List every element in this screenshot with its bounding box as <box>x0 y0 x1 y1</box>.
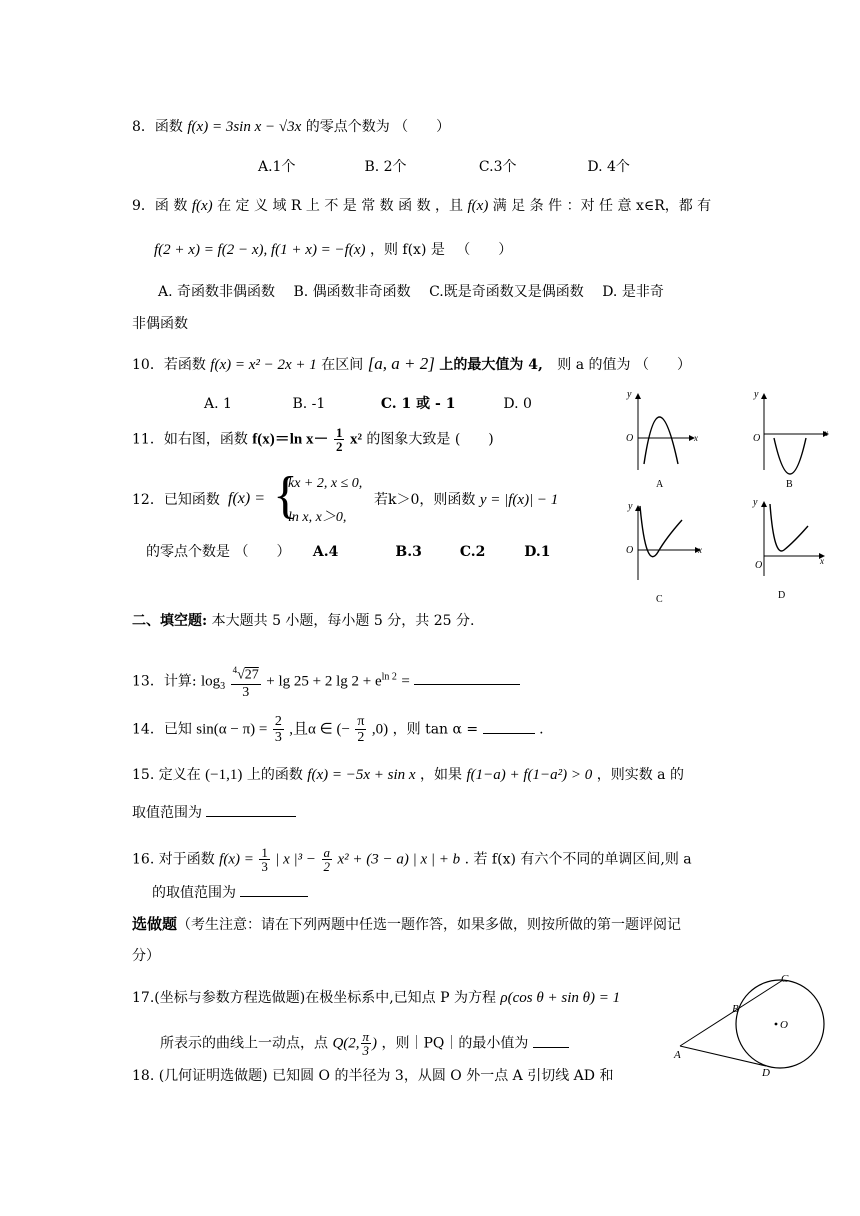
graph-a-x-label: x <box>694 433 698 443</box>
q15-text-c: ，如果 <box>420 767 462 783</box>
q17-pi-fraction: $\frac{\pi}{3}$ <box>362 1029 370 1058</box>
question-9-line1: 9．函 数 f(x) 在 定 义 域 R 上 不 是 常 数 函 数 ，且 f(x) 满 足 条 件 ：对 任 意 x∈R，都 有 <box>132 198 712 214</box>
q15-text-d: ，则实数 a 的 <box>596 767 684 783</box>
q8-option-b: B. 2个 <box>364 159 407 175</box>
q12-cond: 若k＞0，则函数 <box>374 492 476 508</box>
question-16-line2 <box>152 882 308 903</box>
q16-answer-blank[interactable] <box>240 882 308 897</box>
q13-rest: + lg 25 + 2 lg 2 + e <box>266 673 382 690</box>
q8-option-c: C.3个 <box>478 159 517 175</box>
question-9-line2 <box>154 240 512 260</box>
q10-interval: [a, a + 2] <box>367 354 435 373</box>
center-point <box>775 1023 778 1026</box>
q12-stem: 12．已知函数 <box>132 492 220 508</box>
elective-note-wrap: 分） <box>132 948 160 964</box>
tangent-line-ad <box>680 1046 766 1066</box>
q8-option-a: A.1个 <box>258 159 296 175</box>
q12-option-a: A.4 <box>312 544 339 560</box>
q9-tail: ，则 f(x) 是 （ ） <box>369 242 513 258</box>
question-13 <box>132 662 520 701</box>
q10-options <box>204 394 532 414</box>
question-15-line2 <box>132 802 296 823</box>
q12-option-b: B.3 <box>395 544 422 560</box>
graph-d-origin: O <box>755 560 763 571</box>
q8-options <box>258 157 630 177</box>
question-15-line1 <box>132 765 684 785</box>
label-o: O <box>780 1019 788 1031</box>
question-10 <box>132 354 691 375</box>
graph-b <box>753 389 828 490</box>
graph-b-x-label: x <box>824 428 828 438</box>
q13-log: log <box>200 673 221 690</box>
q14-end: . <box>539 721 544 738</box>
graph-c-x-label: x <box>698 545 702 555</box>
section-2-desc: 本大题共 5 小题，每小题 5 分，共 25 分. <box>211 613 475 629</box>
q16-frac2: $\frac{a}{2}$ <box>323 845 330 874</box>
question-11 <box>132 426 494 453</box>
graph-b-label: B <box>786 479 793 490</box>
q15-text-b: 上的函数 <box>246 767 303 783</box>
q9-number: 9．函 数 <box>132 198 188 214</box>
q12-option-d: D.1 <box>524 544 551 560</box>
q14-tail: ，则 tan α = <box>392 721 479 738</box>
q16-frac1: $\frac{1}{3}$ <box>261 845 268 874</box>
q10-mid: 在区间 <box>321 357 364 373</box>
q11-tail: 的图象大致是 ( ) <box>366 431 494 448</box>
graph-d-x-label: x <box>820 556 824 566</box>
q9-condition: f(2 + x) = f(2 − x), f(1 + x) = −f(x) <box>154 242 366 258</box>
label-c: C <box>781 973 789 985</box>
q17-equation: ρ(cos θ + sin θ) = 1 <box>500 990 621 1006</box>
q8-tail: 的零点个数为 （ ） <box>305 119 451 135</box>
q13-equals: = <box>401 673 410 690</box>
elective-heading <box>132 914 681 935</box>
q9-text-b: 在 定 义 域 R 上 不 是 常 数 函 数 ，且 <box>217 198 464 214</box>
graph-d-label: D <box>778 590 786 601</box>
question-16-line1 <box>132 846 692 873</box>
q12-option-c: C.2 <box>459 544 486 560</box>
q14-answer-blank[interactable] <box>483 719 535 734</box>
q13-stem: 13．计算: <box>132 673 197 690</box>
q14-pi-fraction: $\frac{\pi}{2}$ <box>357 714 365 745</box>
q15-line2: 取值范围为 <box>132 805 202 821</box>
q12-line2-text: 的零点个数是 （ ） <box>146 544 291 560</box>
graph-b-origin: O <box>753 433 761 444</box>
graph-c-label: C <box>656 594 663 605</box>
section-2-heading <box>132 611 474 631</box>
q10-option-a: A. 1 <box>204 396 232 412</box>
label-d: D <box>762 1067 770 1076</box>
q11-fraction: $\frac{1}{2}$ <box>335 425 343 454</box>
q16-line2: 的取值范围为 <box>152 885 236 901</box>
elective-note: （考生注意：请在下列两题中任选一题作答，如果多做，则按所做的第一题评阅记 <box>177 917 682 933</box>
question-18-line1: 18. (几何证明选做题) 已知圆 O 的半径为 3，从圆 O 外一点 A 引切线 AD 和 <box>132 1068 614 1084</box>
question-17-line2 <box>160 1030 569 1057</box>
q13-fraction: $\frac{^4√27}{3}$ <box>231 662 261 701</box>
q16-fx: f(x) = <box>219 851 254 868</box>
label-a: A <box>674 1049 681 1061</box>
q13-log-base: 3 <box>220 681 226 693</box>
q12-fx: f(x) = <box>228 490 265 507</box>
q10-expression: f(x) = x² − 2x + 1 <box>210 357 317 373</box>
q16-term2: x² + (3 − a) | x | + b <box>337 851 461 868</box>
graph-c-y-label: y <box>628 501 633 512</box>
q11-expr-a: f(x)＝ln x－ <box>252 431 329 448</box>
graph-b-y-label: y <box>754 389 759 400</box>
graph-a-origin: O <box>626 433 634 444</box>
q8-stem: 8．函数 <box>132 119 183 135</box>
q15-function: f(x) = −5x + sin x <box>307 767 416 783</box>
q10-tail: 则 a 的值为 （ ） <box>557 357 691 373</box>
question-17-line1 <box>132 988 620 1008</box>
q14-expr: sin(α − π) = <box>196 721 268 738</box>
q8-expression: f(x) = 3sin x − √3x <box>187 119 302 135</box>
q12-brace: { <box>273 467 298 524</box>
label-b: B <box>732 1003 739 1015</box>
q10-max: 上的最大值为 4, <box>439 357 543 373</box>
q10-option-c: C. 1 或 - 1 <box>380 396 456 412</box>
q17-point: Q(2, <box>332 1035 360 1052</box>
circle-tangent-figure <box>670 966 850 1076</box>
q9-text-d: x∈R，都 有 <box>635 198 712 214</box>
q8-option-d: D. 4个 <box>587 159 630 175</box>
section-2-title: 二、填空题: <box>132 613 208 629</box>
q13-answer-blank[interactable] <box>414 670 520 685</box>
q9-fx: f(x) <box>191 198 213 214</box>
graph-a <box>626 389 698 490</box>
q11-stem: 11．如右图，函数 <box>132 431 248 448</box>
q14-stem: 14．已知 <box>132 721 192 738</box>
elective-title: 选做题 <box>132 915 178 933</box>
q14-fraction: $\frac{2}{3}$ <box>274 714 282 745</box>
question-14 <box>132 714 544 745</box>
q9-text-c: 满 足 条 件 ：对 任 意 <box>492 198 632 214</box>
question-8 <box>132 117 450 137</box>
graph-options-figure <box>600 380 850 610</box>
graph-d-y-label: y <box>753 497 758 508</box>
q17-line1: 17.(坐标与参数方程选做题)在极坐标系中,已知点 P 为方程 <box>132 990 496 1006</box>
q17-point-close: ) <box>372 1035 378 1052</box>
q15-text-a: 15. 定义在 <box>132 767 201 783</box>
q15-inequality: f(1−a) + f(1−a²) > 0 <box>466 767 593 783</box>
q14-cond: ,且α ∈ (− <box>289 721 350 738</box>
q17-line2-b: ，则｜PQ｜的最小值为 <box>381 1035 529 1052</box>
q16-term1: | x |³ − <box>275 851 317 868</box>
q10-stem: 10．若函数 <box>132 357 206 373</box>
q11-expr-b: x² <box>349 431 362 448</box>
q14-cond2: ,0) <box>371 721 389 738</box>
q16-stem: 16. 对于函数 <box>132 851 215 868</box>
q10-option-b: B. -1 <box>292 396 326 412</box>
q9-options: A. 奇函数非偶函数 B. 偶函数非奇函数 C.既是奇函数又是偶函数 D. 是非奇 <box>158 284 664 300</box>
q16-tail: . 若 f(x) 有六个不同的单调区间,则 a <box>464 851 692 868</box>
q12-piece2: ln x, x＞0, <box>288 510 347 525</box>
q12-yexpr: y = |f(x)| − 1 <box>479 492 559 508</box>
q12-piece1: kx + 2, x ≤ 0, <box>288 476 363 491</box>
graph-d <box>752 497 824 601</box>
graph-a-y-label: y <box>627 389 632 400</box>
graph-a-label: A <box>656 479 664 490</box>
q10-option-d: D. 0 <box>503 396 532 412</box>
q9-options-wrap: 非偶函数 <box>132 316 188 332</box>
q12-line2 <box>146 542 551 562</box>
q15-answer-blank[interactable] <box>206 802 296 817</box>
q17-answer-blank[interactable] <box>533 1033 569 1048</box>
graph-c-origin: O <box>626 545 634 556</box>
q17-line2-a: 所表示的曲线上一动点，点 <box>160 1035 328 1052</box>
q15-interval: (−1,1) <box>205 767 243 783</box>
graph-c <box>626 501 702 605</box>
q12-condition <box>374 490 558 510</box>
q13-exp: ln 2 <box>381 671 397 683</box>
